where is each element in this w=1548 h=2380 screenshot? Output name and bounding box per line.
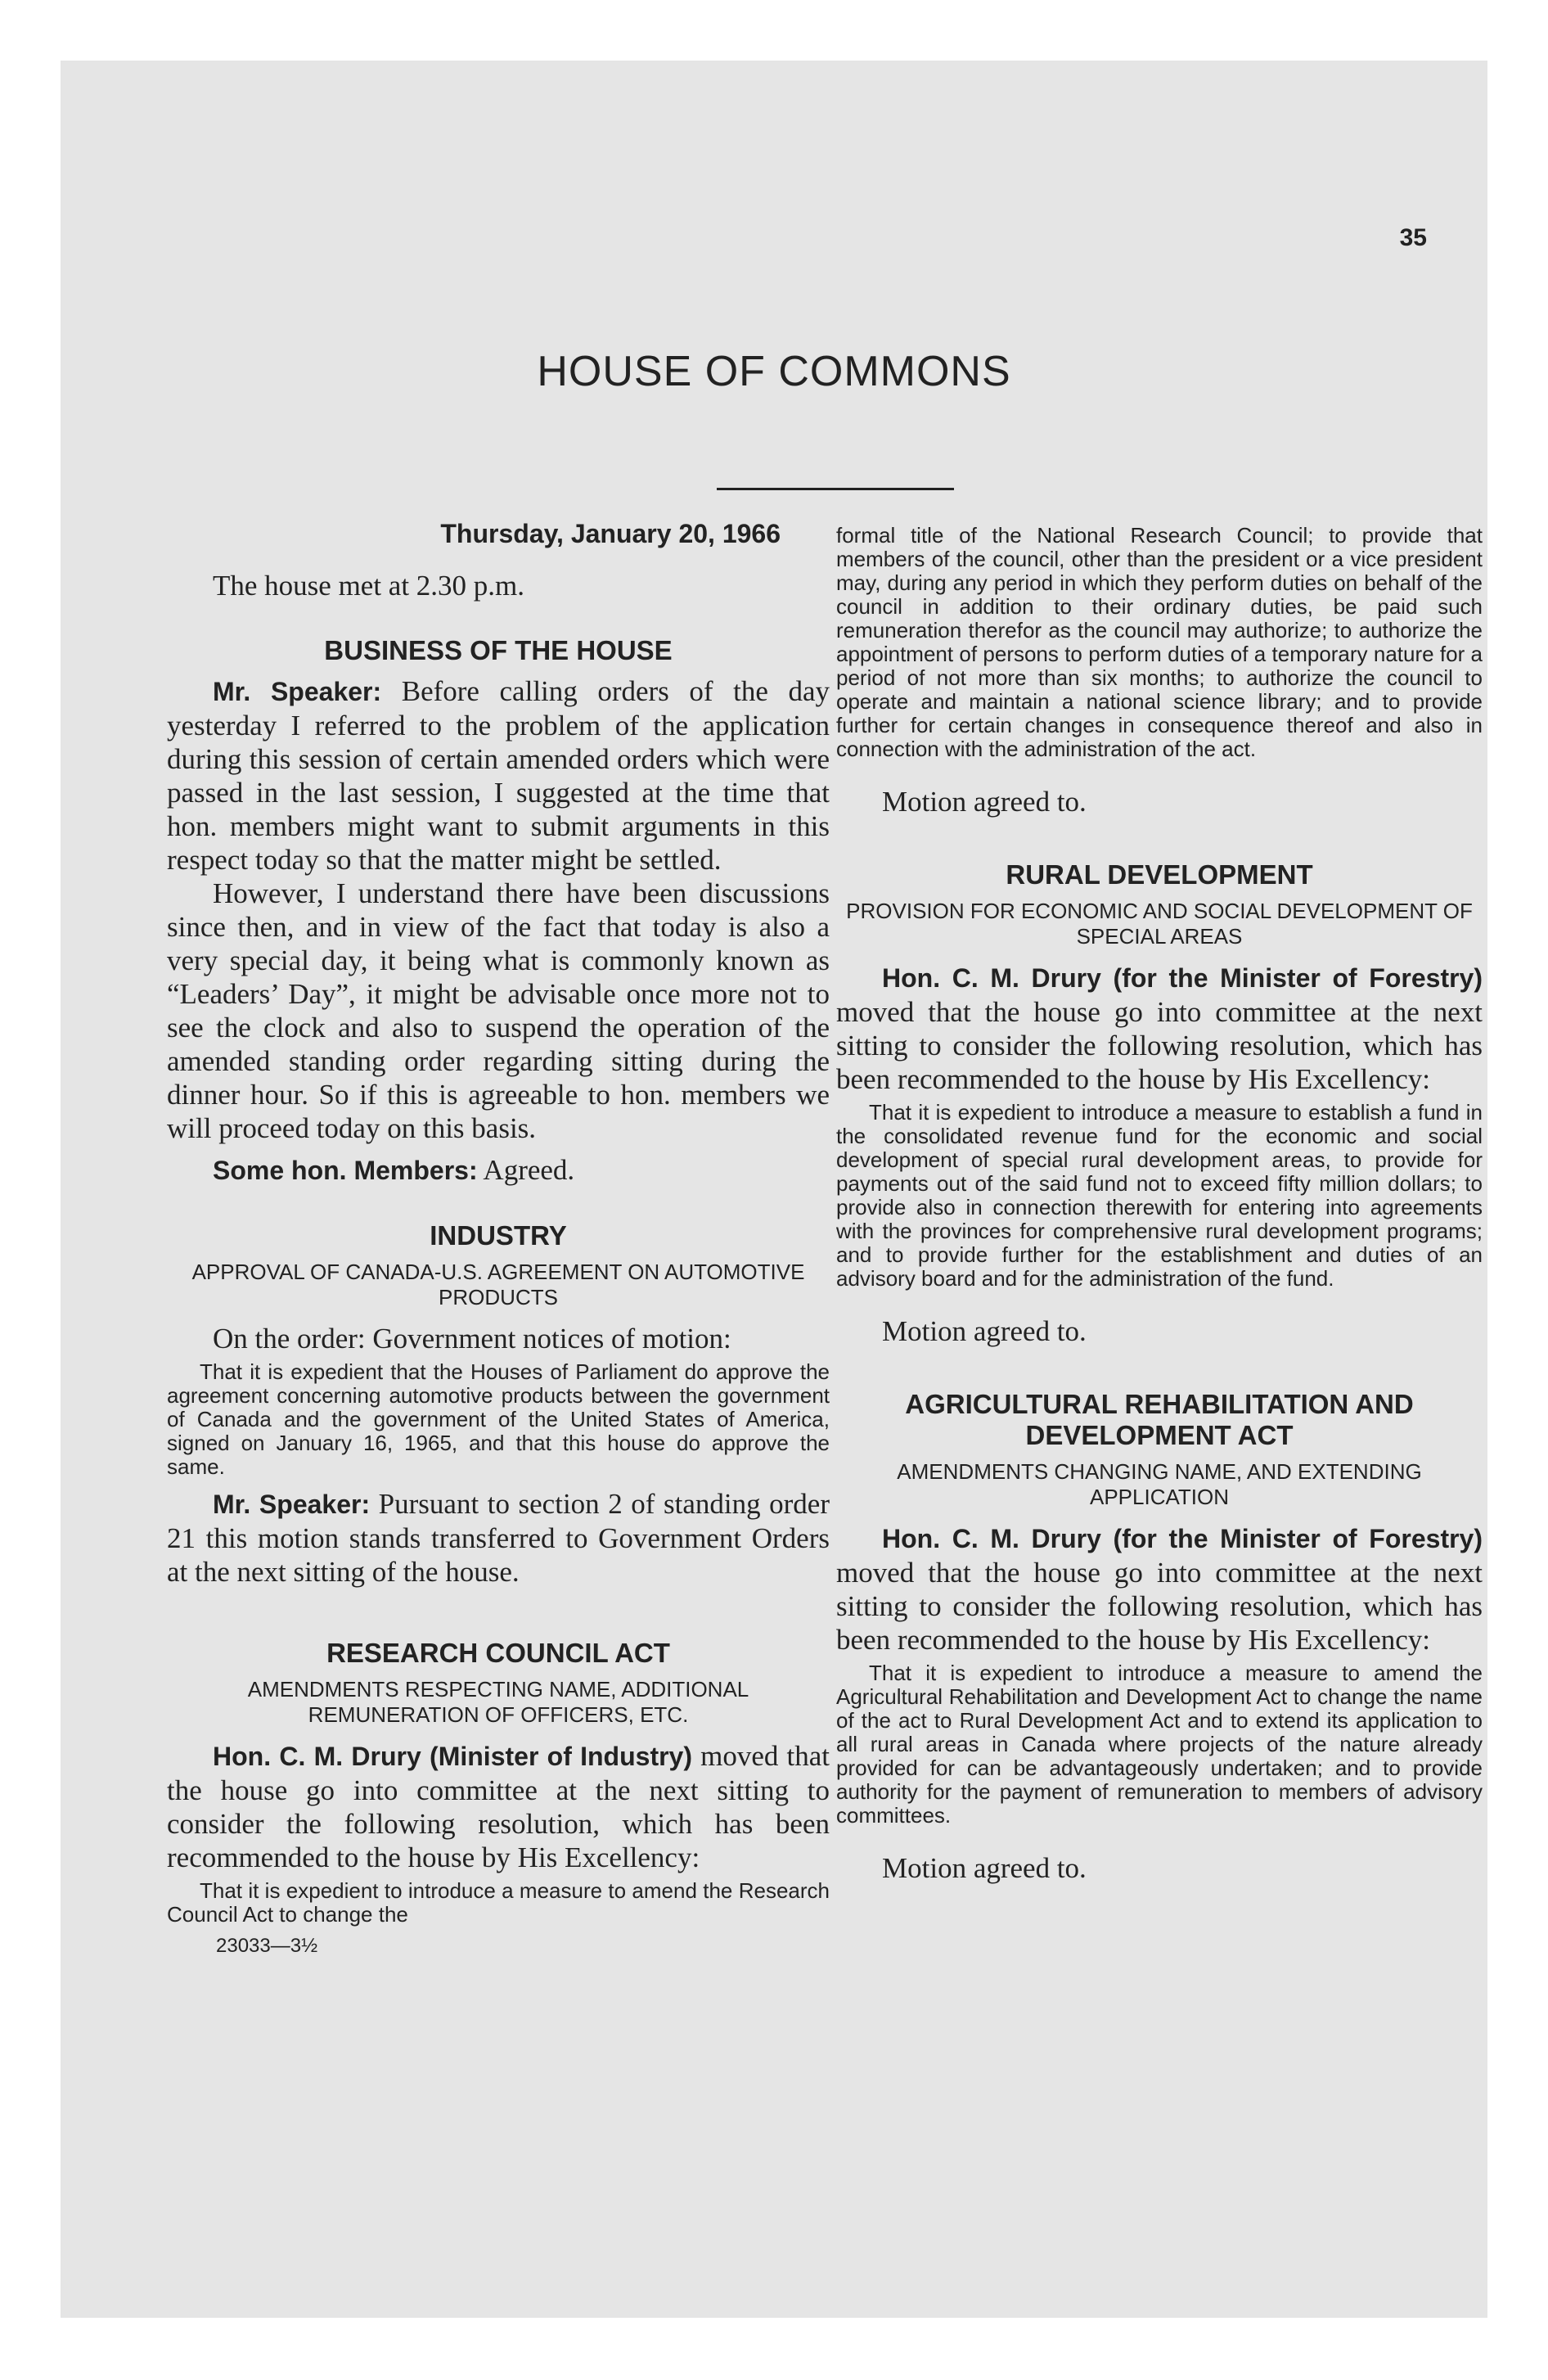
- speaker-text: Agreed.: [477, 1154, 575, 1186]
- speaker-paragraph-1: [167, 674, 830, 877]
- speaker-name: Some hon. Members:: [213, 1156, 478, 1185]
- motion-agreed: Motion agreed to.: [882, 786, 1087, 818]
- business-heading: BUSINESS OF THE HOUSE: [324, 635, 673, 665]
- speaker-text: Before calling orders of the day yesterday I referred to the problem of the application during this session of certain amended orders which were passed in the last session, I suggested at the time that hon. members might want to submit arguments in this respect today so that the matter might be settled.: [167, 675, 830, 876]
- motion-quote: That it is expedient that the Houses of Parliament do approve the agreement concerning automotive products between the government of Canada and the government of the United States of America, signed on January 16, 1965, and that this house do approve the same.: [167, 1359, 830, 1479]
- left-column: [167, 519, 830, 1958]
- rural-quote: That it is expedient to introduce a measure to establish a fund in the consolidated revenue fund for the economic and social development of special rural development areas, to provide for payments out of the said fund not to exceed fifty million dollars; to provide also in connection therewith for entering into agreements with the provinces for comprehensive rural development programs; and to provide further for the establishment and duties of an advisory board and for the administration of the fund.: [836, 1100, 1483, 1291]
- research-motion-paragraph: [167, 1739, 830, 1874]
- rural-heading: RURAL DEVELOPMENT: [1006, 859, 1313, 890]
- agri-quote: That it is expedient to introduce a measure to amend the Agricultural Rehabilitation and Development Act to change the name of the act to Rural Development Act and to extend its application to all rural areas in Canada where projects of the nature already provided for can be advantageously undertaken; and to provide authority for the payment of remuneration to members of advisory committees.: [836, 1661, 1483, 1828]
- page-number: 35: [1399, 224, 1427, 251]
- page-title: HOUSE OF COMMONS: [537, 348, 1011, 395]
- industry-heading: INDUSTRY: [430, 1220, 567, 1251]
- speaker-name: Mr. Speaker:: [213, 677, 382, 706]
- speaker-text: moved that the house go into committee at the next sitting to consider the following resolution, which has been recommended to the house by His Excellency:: [167, 1740, 830, 1873]
- research-subheading: AMENDMENTS RESPECTING NAME, ADDITIONAL REMUNERATION OF OFFICERS, ETC.: [247, 1677, 749, 1727]
- research-heading: RESEARCH COUNCIL ACT: [326, 1638, 670, 1668]
- motion-agreed: Motion agreed to.: [882, 1852, 1087, 1884]
- opening-line: The house met at 2.30 p.m.: [213, 570, 525, 602]
- speaker-text: Pursuant to section 2 of standing order 21 this motion stands transferred to Government Orders at the next sitting of the house.: [167, 1488, 830, 1588]
- speaker-paragraph-3: [167, 1487, 830, 1589]
- page-sheet: [61, 61, 1487, 2318]
- speaker-text: moved that the house go into committee at the next sitting to consider the following resolution, which has been recommended to the house by His Excellency:: [836, 996, 1483, 1095]
- rural-motion-paragraph: [836, 961, 1483, 1096]
- industry-subheading: APPROVAL OF CANADA-U.S. AGREEMENT ON AUTOMOTIVE PRODUCTS: [191, 1260, 805, 1309]
- sitting-date: Thursday, January 20, 1966: [440, 519, 781, 548]
- agri-heading: AGRICULTURAL REHABILITATION AND DEVELOPMENT ACT: [905, 1389, 1414, 1450]
- printer-code: 23033—3½: [216, 1935, 318, 1957]
- agreed-paragraph: [167, 1153, 830, 1188]
- agri-motion-paragraph: [836, 1521, 1483, 1657]
- speaker-name: Mr. Speaker:: [213, 1490, 371, 1519]
- research-quote: That it is expedient to introduce a measure to amend the Research Council Act to change the: [167, 1878, 830, 1927]
- rural-subheading: PROVISION FOR ECONOMIC AND SOCIAL DEVELOPMENT OF SPECIAL AREAS: [846, 899, 1473, 949]
- title-rule: [717, 488, 954, 490]
- speaker-paragraph-2: However, I understand there have been discussions since then, and in view of the fact that today is also a very special day, it being what is commonly known as “Leaders’ Day”, it might be advisable once more not to see the clock and also to suspend the operation of the amended standing order regarding sitting during the dinner hour. So if this is agreeable to hon. members we will proceed today on this basis.: [167, 877, 830, 1144]
- speaker-name: Hon. C. M. Drury (Minister of Industry): [213, 1742, 693, 1771]
- speaker-text: moved that the house go into committee at the next sitting to consider the following resolution, which has been recommended to the house by His Excellency:: [836, 1557, 1483, 1656]
- right-column: [836, 519, 1483, 1893]
- speaker-name: Hon. C. M. Drury (for the Minister of Forestry): [882, 1524, 1483, 1553]
- research-quote-continued: formal title of the National Research Council; to provide that members of the council, other than the president or a vice president may, during any period in which they perform duties on behalf of the council in addition to their ordinary duties, be paid such remuneration therefor as the council may authorize; to authorize the appointment of persons to perform duties of a temporary nature for a period of not more than six months; to authorize the council to operate and maintain a national science library; and to provide further for certain changes in consequence thereof and also in connection with the administration of the act.: [836, 523, 1483, 761]
- speaker-name: Hon. C. M. Drury (for the Minister of Forestry): [882, 963, 1483, 993]
- agri-subheading: AMENDMENTS CHANGING NAME, AND EXTENDING APPLICATION: [897, 1459, 1422, 1509]
- motion-agreed: Motion agreed to.: [882, 1315, 1087, 1347]
- order-line: On the order: Government notices of motion:: [213, 1323, 731, 1355]
